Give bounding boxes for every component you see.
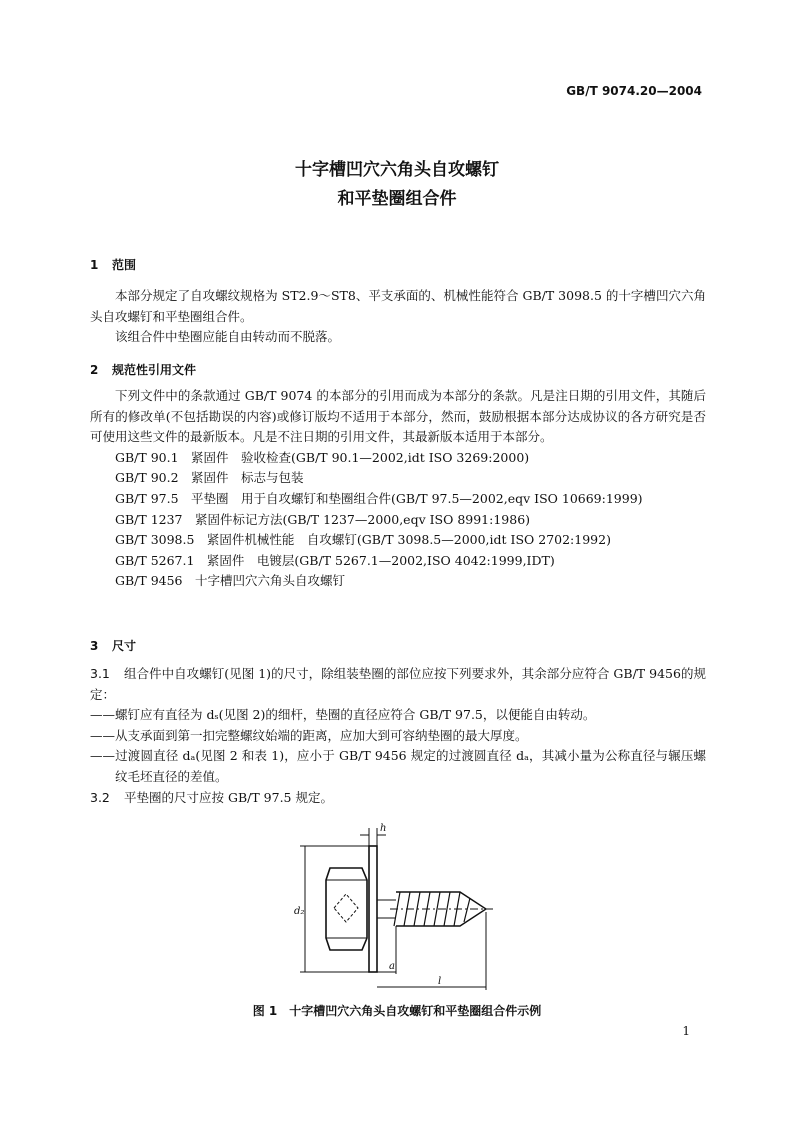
section-2-intro: 下列文件中的条款通过 GB/T 9074 的本部分的引用而成为本部分的条款。凡是注日期的引用文件，其随后所有的修改单(不包括勘误的内容)或修订版均不适用于本部分，然而，鼓励根据本部分达成协议的各方研究是否可使用这些文件的最新版本。凡是不注日期的引用文件，其最新版本适用于本部分。 (90, 388, 706, 445)
section-1-number: 1 (90, 258, 99, 272)
dash-item-3: ——过渡圆直径 dₐ(见图 2 和表 1)，应小于 GB/T 9456 规定的过渡圆直径 dₐ，其减小量为公称直径与辗压螺纹毛坯直径的差值。 (90, 748, 706, 784)
label-d2: d₂ (294, 906, 305, 917)
section-2-heading (90, 361, 196, 378)
reference-item: GB/T 97.5 平垫圈 用于自攻螺钉和垫圈组合件(GB/T 97.5—2002,eqv ISO 10669:1999) (115, 490, 643, 506)
label-h: h (380, 823, 387, 834)
clause-3-2-number: 3.2 (90, 789, 110, 805)
section-1-paragraph-1: 本部分规定了自攻螺纹规格为 ST2.9～ST8、平支承面的、机械性能符合 GB/T 3098.5 的十字槽凹穴六角头自攻螺钉和平垫圈组合件。 (90, 288, 706, 324)
washer (369, 846, 377, 972)
reference-item: GB/T 90.2 紧固件 标志与包装 (115, 470, 304, 486)
reference-item: GB/T 90.1 紧固件 验收检查(GB/T 90.1—2002,idt ISO 3269:2000) (115, 449, 530, 465)
title-line-2: 和平垫圈组合件 (337, 189, 457, 209)
section-3-body (90, 664, 706, 808)
section-3-heading (90, 637, 136, 654)
clause-3-1 (90, 664, 706, 705)
figure-caption: 图 1 十字槽凹穴六角头自攻螺钉和平垫圈组合件示例 (252, 1004, 542, 1018)
section-1-title: 范围 (112, 258, 137, 272)
clause-3-2 (90, 788, 706, 809)
section-1-heading (90, 256, 136, 273)
section-1-paragraph-2: 该组合件中垫圈应能自由转动而不脱落。 (115, 329, 341, 345)
reference-item: GB/T 1237 紧固件标记方法(GB/T 1237—2000,eqv ISO 8991:1986) (115, 511, 531, 527)
clause-3-1-text: 组合件中自攻螺钉(见图 1)的尺寸，除组装垫圈的部位应按下列要求外，其余部分应符合 GB/T 9456的规定： (90, 666, 706, 702)
reference-item: GB/T 5267.1 紧固件 电镀层(GB/T 5267.1—2002,ISO 4042:1999,IDT) (115, 552, 555, 568)
clause-3-2-text: 平垫圈的尺寸应按 GB/T 97.5 规定。 (124, 789, 333, 805)
section-2-body (90, 386, 706, 592)
label-a: a (389, 961, 395, 972)
section-3-number: 3 (90, 639, 99, 653)
label-l: l (438, 976, 442, 987)
section-2-number: 2 (90, 363, 99, 377)
reference-item: GB/T 3098.5 紧固件机械性能 自攻螺钉(GB/T 3098.5—2000,idt ISO 2702:1992) (115, 532, 611, 548)
cross-recess (334, 894, 358, 922)
section-3-title: 尺寸 (112, 639, 137, 653)
title-line-1: 十字槽凹穴六角头自攻螺钉 (295, 160, 499, 180)
dash-item-1: ——螺钉应有直径为 dₛ(见图 2)的细杆，垫圈的直径应符合 GB/T 97.5，以便能自由转动。 (90, 707, 596, 723)
clause-3-1-number: 3.1 (90, 666, 110, 681)
standard-code: GB/T 9074.20—2004 (566, 84, 702, 98)
reference-item: GB/T 9456 十字槽凹穴六角头自攻螺钉 (115, 573, 346, 589)
screw-washer-assembly-drawing (290, 822, 500, 992)
section-2-title: 规范性引用文件 (112, 363, 197, 377)
dash-item-2: ——从支承面到第一扣完整螺纹始端的距离，应加大到可容纳垫圈的最大厚度。 (90, 727, 528, 743)
page-number: 1 (682, 1024, 690, 1038)
section-1-body (90, 286, 706, 348)
